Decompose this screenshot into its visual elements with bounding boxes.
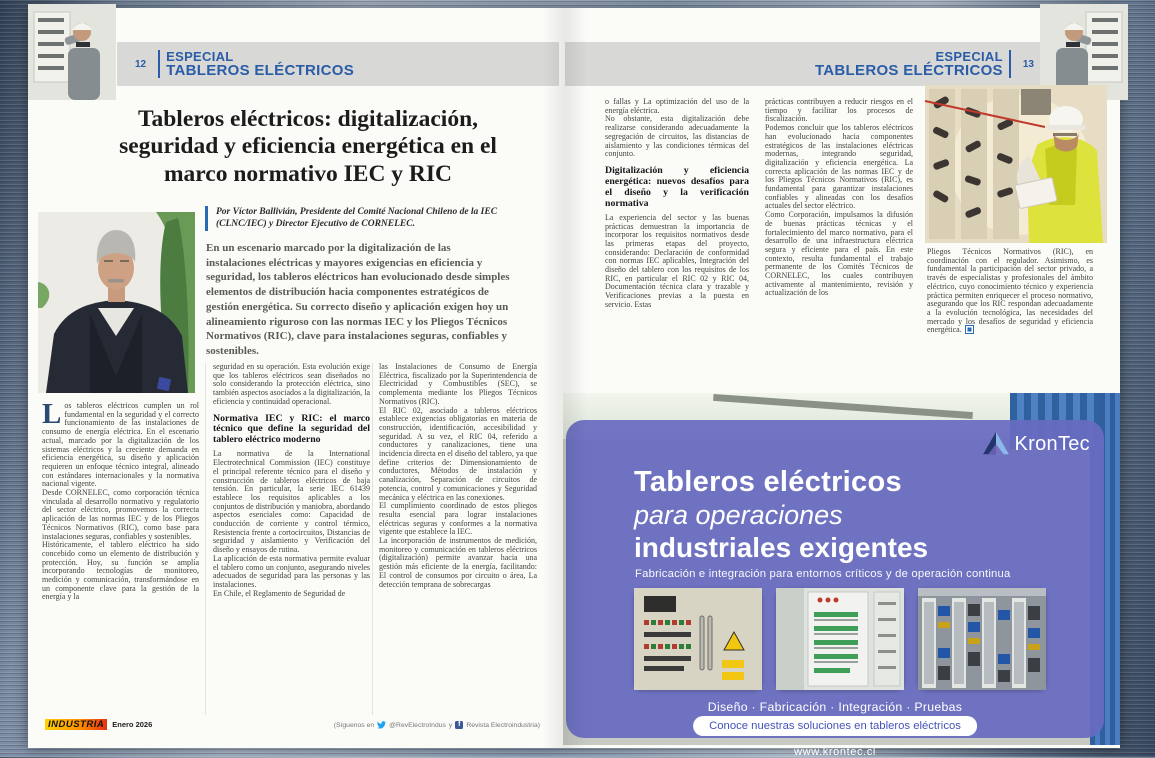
facebook-name[interactable]: Revista Electroindustria)	[466, 721, 540, 729]
title-line-2: seguridad y eficiencia energética en el	[119, 133, 497, 160]
krontec-logo	[983, 432, 1090, 456]
body-paragraph: Desde CORNELEC, como corporación técnica vinculada al desarrollo normativo y regulatorio del sector eléctrico, promovemos la correcta aplicación de las normas IEC y de los Pliegos Técnicos Normativos (RIC), como base para instalaciones seguras, confiables y sostenibles.	[42, 488, 199, 541]
body-paragraph: La incorporación de instrumentos de medición, monitoreo y comunicación en tableros eléctricos (digitalización) permite avanzar hacia una gestión más eficiente de la energía, facilitando: El control de consumos por circuito o área, La detección temprana de sobrecargas	[379, 536, 537, 589]
section-heading: Normativa IEC y RIC: el marco técnico que define la seguridad del tablero eléctrico moderno	[213, 412, 370, 446]
right-column-1	[605, 98, 749, 390]
right-header-strip	[565, 42, 1050, 86]
header-divider	[1009, 50, 1011, 78]
wiring-cabinet-photo	[918, 588, 1046, 690]
end-of-article-icon	[966, 326, 973, 333]
body-paragraph: os tableros eléctricos cumplen un rol fundamental en la seguridad y el correcto funcionamiento de las instalaciones de consumo de energía eléctrica. En el escenario actual, marcado por la digitalización de los sistemas eléctricos y la creciente demanda en eficiencia energética, su diseño y aplicación requieren un enfoque técnico integral, alineado con estándares internacionales y la normativa nacional vigente.	[42, 401, 199, 489]
closing-paragraph: Pliegos Técnicos Normativos (RIC), en coordinación con el regulador. Asimismo, es fundamental la participación del sector privado, a través de especialistas y profesionales del ámbito eléctrico, cuyo conocimiento técnico y experiencia práctica permiten enriquecer el proceso normativo, asegurando que los RIC respondan adecuadamente a la evolución tecnológica, las necesidades del mercado y los desafíos de seguridad y eficiencia energética.	[927, 247, 1093, 335]
control-panel-photo	[634, 588, 762, 690]
ad-overlay-panel	[566, 420, 1104, 758]
left-header-text	[166, 50, 354, 79]
engineer-photo	[925, 85, 1107, 243]
ad-cta-button[interactable]: Conoce nuestras soluciones en tableros eléctricos	[693, 716, 977, 736]
right-page-number: 13	[1022, 58, 1034, 70]
body-paragraph: Podemos concluir que los tableros eléctricos han evolucionado hacia componentes estratégicos de las instalaciones eléctricas modernas, integrando seguridad, digitalización y eficiencia energética. La correcta aplicación de las normas IEC y de los Pliegos Técnicos Normativos (RIC), es fundamental para garantizar instalaciones confiables y alineadas con los desafíos actuales del sector eléctrico.	[765, 123, 913, 211]
drop-cap: L	[42, 398, 62, 430]
left-header-strip	[117, 42, 559, 86]
social-footer	[328, 721, 540, 729]
left-kicker: ESPECIAL	[166, 48, 234, 64]
right-header-text	[815, 50, 1003, 79]
body-paragraph: prácticas contribuyen a reducir riesgos en el tiempo y facilitar los procesos de fiscalización.	[765, 97, 913, 124]
title-line-1: Tableros eléctricos: digitalización,	[137, 106, 479, 132]
magazine-logo: INDUSTRIA	[45, 719, 107, 730]
left-column-3	[379, 363, 537, 715]
white-panel-photo	[776, 588, 904, 690]
ad-subtitle: Fabricación e integración para entornos críticos y de operación continua	[635, 568, 1011, 580]
body-paragraph: Como Corporación, impulsamos la difusión de buenas prácticas técnicas y el fortalecimiento del marco normativo, para el desarrollo de una infraestructura eléctrica segura y eficiente para el país. En este contexto, resulta fundamental el trabajo permanente de los Comités Técnicos de CORNELEC, los cuales contribuyen activamente al mantenimiento, revisión y actualización de los	[765, 210, 913, 298]
social-prefix: (Síguenos en	[333, 721, 375, 729]
ad-product-photos	[634, 588, 1046, 690]
krontec-brand-name: KronTec	[1014, 432, 1090, 455]
right-column-3	[927, 248, 1093, 394]
byline: Por Víctor Ballivián, Presidente del Comité Nacional Chileno de la IEC (CLNC/IEC) y Director Ejecutivo de CORNELEC.	[205, 206, 546, 231]
body-paragraph: El RIC 02, asociado a tableros eléctricos establece exigencias obligatorias en materia de construcción, identificación, accesibilidad y seguridad. A su vez, el RIC 04, referido a conductores y canalizaciones, tiene una incidencia directa en el diseño del tablero, ya que define criterios de: Dimensionamiento de conductores, Métodos de instalación y canalización, Separación de circuitos de potencia, control y comunicaciones y Seguridad mecánica y eléctrica en las conexiones.	[379, 405, 537, 502]
intro-paragraph: En un escenario marcado por la digitalización de las instalaciones eléctricas y mayores exigencias en eficiencia y seguridad, los tableros eléctricos han evolucionado desde simples elementos de distribución hacia componentes estratégicos de gestión energética. Su correcto diseño y aplicación exigen hoy un alineamiento riguroso con las normas IEC y los Pliegos Técnicos Normativos (RIC), clave para instalaciones seguras, confiables y sostenibles.	[206, 242, 510, 358]
twitter-icon	[377, 721, 386, 729]
column-rule	[372, 363, 373, 715]
article-title	[98, 106, 518, 188]
issue-date: Enero 2026	[112, 720, 153, 729]
ad-headline-3: industriales exigentes	[634, 532, 929, 563]
left-column-2	[213, 363, 370, 715]
portrait-photo	[38, 212, 195, 393]
body-paragraph: Históricamente, el tablero eléctrico ha sido concebido como un elemento de distribución y protección. Hoy, su función se amplía incorporando tecnologías de monitoreo, medición y comunicación, transformándose en un componente clave para la gestión de la energía y la	[42, 540, 199, 602]
right-kicker: ESPECIAL	[935, 48, 1003, 64]
right-column-2	[765, 98, 913, 390]
column-rule	[205, 363, 206, 715]
twitter-handle[interactable]: @RevElectroIndus	[389, 721, 446, 729]
body-paragraph: La normativa de la International Electrotechnical Commission (IEC) constituye el principal referente técnico para el diseño y construcción de tableros eléctricos de baja tensión. En particular, la serie IEC 61439 establece los requisitos aplicables a los conjuntos de distribución y maniobra, abordando aspectos esenciales como: Capacidad de conducción de corriente y control térmico, Resistencia frente a cortocircuitos, Distancias de seguridad y aislamiento y Verificación del diseño y ensayos de rutina.	[213, 449, 370, 555]
krontec-advertisement	[563, 393, 1120, 758]
ad-headline-1: Tableros eléctricos	[634, 466, 902, 498]
social-connector: y	[448, 721, 453, 729]
ad-headline-2: para operaciones	[634, 500, 843, 530]
krontec-logo-icon	[983, 432, 1009, 456]
ad-services-list: Diseño · Fabricación · Integración · Pruebas	[707, 700, 963, 714]
title-line-3: marco normativo IEC y RIC	[163, 160, 453, 187]
body-paragraph: La aplicación de esta normativa permite evaluar el tablero como un conjunto, asegurando niveles adecuados de seguridad para las personas y las instalaciones.	[213, 553, 370, 589]
body-paragraph: En Chile, el Reglamento de Seguridad de	[213, 588, 346, 598]
body-paragraph: La experiencia del sector y las buenas prácticas demuestran la importancia de incorporar los requisitos normativos desde las primeras etapas del proyecto, considerando: Declaración de conformidad con normas IEC aplicables, Integración del diseño del tablero con los requisitos de los RIC, en particular el RIC 02 y RIC 04, Documentación técnica clara y trazable y Verificaciones previas a la puesta en servicio. Estas	[605, 212, 749, 309]
magazine-spread	[28, 8, 1120, 758]
right-header-title: TABLEROS ELÉCTRICOS	[814, 61, 1003, 79]
left-column-1	[42, 398, 199, 714]
header-divider	[158, 50, 160, 78]
magazine-footer	[45, 719, 152, 730]
ad-website-url[interactable]: www.krontec.cl	[794, 746, 876, 758]
body-paragraph: las Instalaciones de Consumo de Energía Eléctrica, fiscalizado por la Superintendencia de Electricidad y Combustibles (SEC), se complementa mediante los Pliegos Técnicos Normativos (RIC).	[379, 362, 537, 406]
left-header-title: TABLEROS ELÉCTRICOS	[166, 61, 355, 79]
left-page-number: 12	[135, 58, 147, 70]
body-paragraph: El cumplimiento coordinado de estos pliegos resulta esencial para lograr instalaciones eléctricas seguras y conformes a la normativa vigente que establece la IEC.	[379, 501, 537, 537]
section-heading: Digitalización y eficiencia energética: nuevos desafíos para el diseño y la verificación normativa	[605, 164, 749, 209]
worker-photo-left	[28, 4, 116, 100]
facebook-icon: f	[455, 721, 463, 729]
body-paragraph: No obstante, esta digitalización debe realizarse considerando adecuadamente la segregación de circuitos, las distancias de aislamiento y las condiciones térmicas del conjunto.	[605, 114, 749, 159]
body-paragraph: seguridad en su operación. Esta evolución exige que los tableros eléctricos sean diseñados no solo considerando la protección eléctrica, sino también aspectos asociados a la digitalización, la eficiencia y continuidad operacional.	[213, 362, 370, 406]
body-paragraph	[927, 248, 1093, 335]
body-paragraph: o fallas y La optimización del uso de la energía eléctrica.	[605, 97, 749, 115]
